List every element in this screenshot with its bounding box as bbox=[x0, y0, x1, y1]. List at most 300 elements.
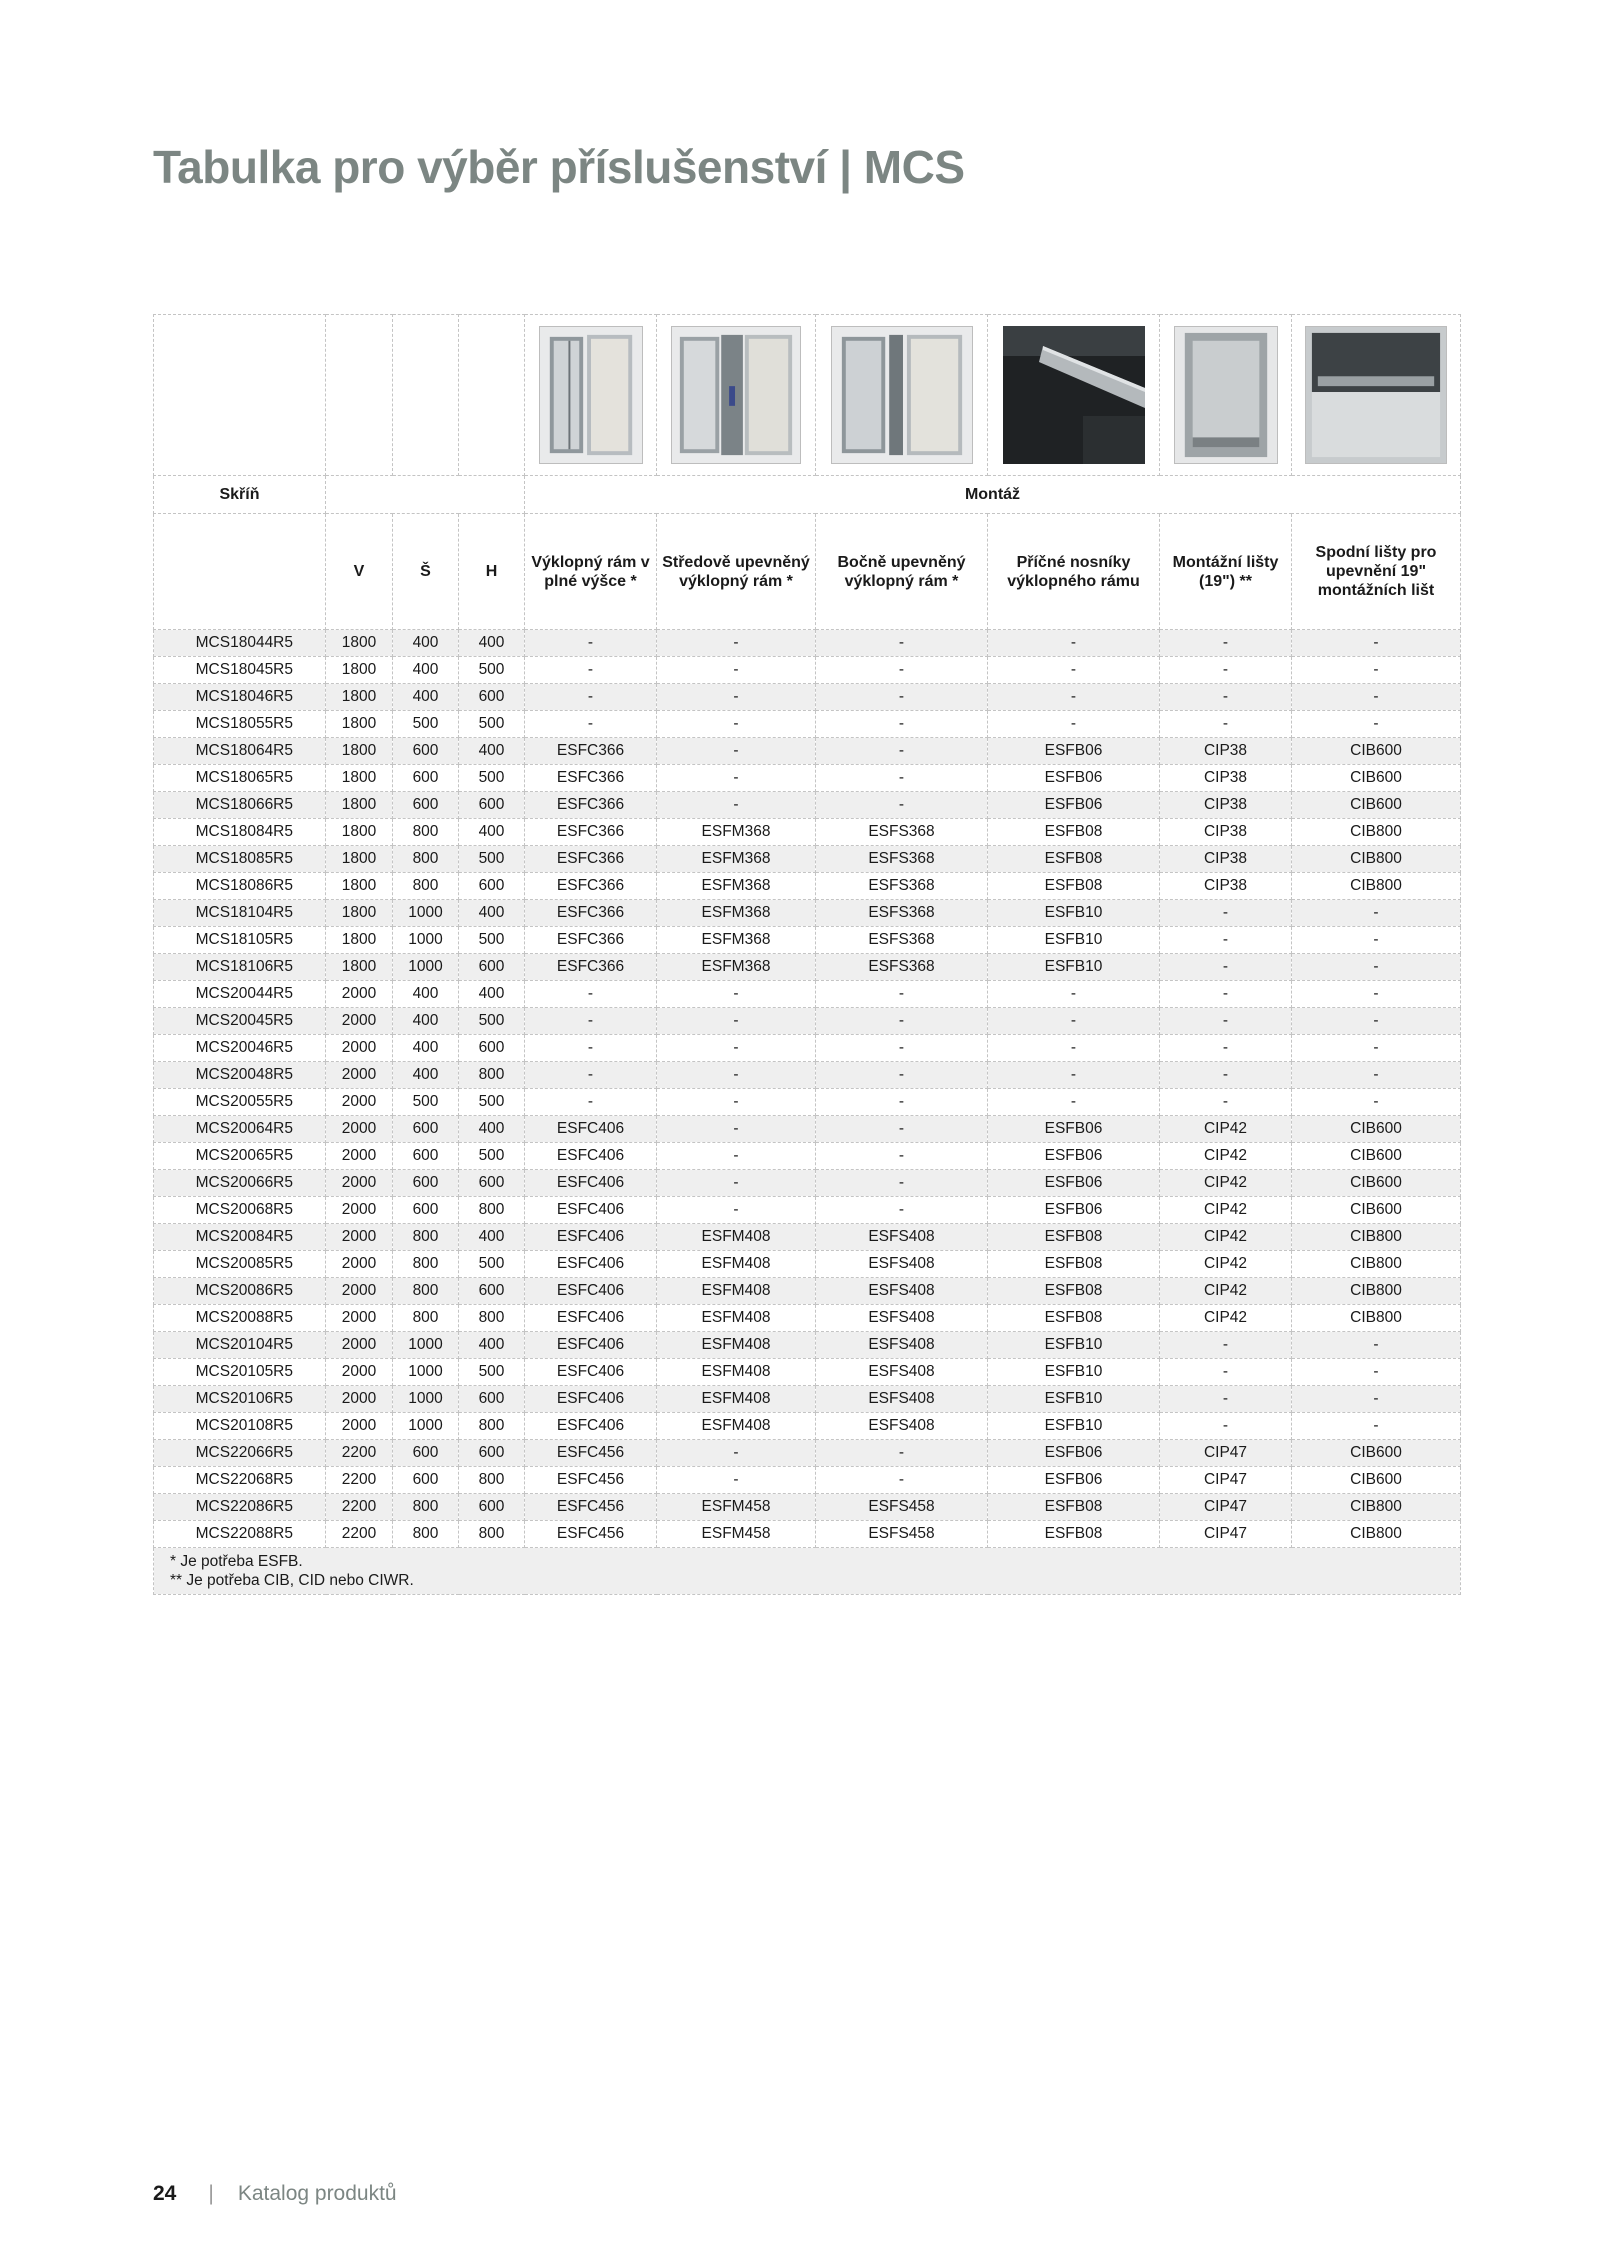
table-cell: 2000 bbox=[326, 1359, 393, 1386]
table-cell: ESFS368 bbox=[816, 819, 988, 846]
table-row bbox=[154, 738, 1461, 765]
table-cell: ESFB06 bbox=[988, 738, 1160, 765]
table-cell: - bbox=[525, 1008, 657, 1035]
table-cell: 2200 bbox=[326, 1494, 393, 1521]
center-mounted-swing-frame-image bbox=[671, 326, 801, 464]
table-row bbox=[154, 1521, 1461, 1548]
table-cell: ESFM458 bbox=[657, 1521, 816, 1548]
table-cell: - bbox=[816, 738, 988, 765]
table-cell: 600 bbox=[459, 684, 525, 711]
table-cell: ESFB10 bbox=[988, 1332, 1160, 1359]
table-cell: CIB800 bbox=[1292, 1494, 1461, 1521]
cabinet-group-label: Skříň bbox=[154, 476, 326, 514]
table-cell: 600 bbox=[459, 1278, 525, 1305]
table-cell: ESFM368 bbox=[657, 954, 816, 981]
table-cell: - bbox=[816, 711, 988, 738]
model-cell: MCS18046R5 bbox=[154, 684, 326, 711]
table-cell: 400 bbox=[459, 630, 525, 657]
table-cell: CIB600 bbox=[1292, 1197, 1461, 1224]
table-cell: ESFC456 bbox=[525, 1521, 657, 1548]
table-cell: ESFB08 bbox=[988, 1521, 1160, 1548]
table-cell: 500 bbox=[459, 927, 525, 954]
model-cell: MCS20088R5 bbox=[154, 1305, 326, 1332]
table-cell: - bbox=[1292, 954, 1461, 981]
table-row bbox=[154, 1386, 1461, 1413]
table-cell: - bbox=[988, 657, 1160, 684]
col-full-height-swing-frame: Výklopný rám v plné výšce * bbox=[525, 514, 657, 630]
table-cell: ESFM408 bbox=[657, 1413, 816, 1440]
table-row bbox=[154, 1359, 1461, 1386]
col-v: V bbox=[326, 514, 393, 630]
table-cell: ESFC406 bbox=[525, 1332, 657, 1359]
table-cell: 1000 bbox=[393, 1359, 459, 1386]
table-cell: CIB800 bbox=[1292, 819, 1461, 846]
footnotes-row bbox=[154, 1548, 1461, 1595]
table-cell: 1800 bbox=[326, 927, 393, 954]
table-cell: CIB800 bbox=[1292, 1521, 1461, 1548]
table-cell: ESFC366 bbox=[525, 900, 657, 927]
footer-text: Katalog produktů bbox=[237, 2182, 397, 2205]
table-cell: 500 bbox=[459, 1089, 525, 1116]
table-cell: - bbox=[988, 711, 1160, 738]
table-cell: - bbox=[1160, 1386, 1292, 1413]
table-cell: 2000 bbox=[326, 1413, 393, 1440]
table-cell: - bbox=[525, 1062, 657, 1089]
table-cell: CIP42 bbox=[1160, 1197, 1292, 1224]
table-cell: ESFB08 bbox=[988, 1494, 1160, 1521]
table-cell: ESFM408 bbox=[657, 1386, 816, 1413]
col-mounting-rails: Montážní lišty (19") ** bbox=[1160, 514, 1292, 630]
table-cell: - bbox=[816, 1440, 988, 1467]
table-row bbox=[154, 1440, 1461, 1467]
col-crossbeams: Příčné nosníky výklopného rámu bbox=[988, 514, 1160, 630]
table-row bbox=[154, 927, 1461, 954]
col-side-mounted-swing-frame: Bočně upevněný výklopný rám * bbox=[816, 514, 988, 630]
table-cell: 1800 bbox=[326, 792, 393, 819]
table-cell: ESFC366 bbox=[525, 765, 657, 792]
table-cell: 400 bbox=[459, 981, 525, 1008]
table-cell: - bbox=[1292, 1008, 1461, 1035]
table-cell: - bbox=[657, 738, 816, 765]
table-cell: - bbox=[1160, 711, 1292, 738]
table-cell: 800 bbox=[459, 1521, 525, 1548]
table-cell: CIP42 bbox=[1160, 1305, 1292, 1332]
table-cell: - bbox=[1292, 1035, 1461, 1062]
table-row bbox=[154, 1224, 1461, 1251]
table-cell: 500 bbox=[459, 765, 525, 792]
table-cell: ESFB06 bbox=[988, 765, 1160, 792]
table-row bbox=[154, 1143, 1461, 1170]
table-cell: - bbox=[1292, 657, 1461, 684]
table-cell: CIP38 bbox=[1160, 792, 1292, 819]
table-cell: ESFB10 bbox=[988, 1359, 1160, 1386]
table-cell: - bbox=[816, 1467, 988, 1494]
table-cell: - bbox=[1160, 981, 1292, 1008]
table-cell: CIP47 bbox=[1160, 1521, 1292, 1548]
table-cell: CIP42 bbox=[1160, 1116, 1292, 1143]
table-cell: ESFM368 bbox=[657, 927, 816, 954]
table-cell: CIB600 bbox=[1292, 765, 1461, 792]
table-cell: 800 bbox=[459, 1305, 525, 1332]
model-cell: MCS20066R5 bbox=[154, 1170, 326, 1197]
table-cell: ESFC406 bbox=[525, 1386, 657, 1413]
table-cell: - bbox=[816, 684, 988, 711]
table-cell: ESFB10 bbox=[988, 900, 1160, 927]
table-cell: 1000 bbox=[393, 1413, 459, 1440]
table-cell: CIB800 bbox=[1292, 846, 1461, 873]
table-cell: ESFS368 bbox=[816, 954, 988, 981]
table-cell: CIB600 bbox=[1292, 738, 1461, 765]
table-cell: - bbox=[1160, 1359, 1292, 1386]
model-cell: MCS20086R5 bbox=[154, 1278, 326, 1305]
table-cell: ESFB08 bbox=[988, 1305, 1160, 1332]
table-cell: - bbox=[657, 1467, 816, 1494]
bottom-rail-image bbox=[1305, 326, 1447, 464]
table-cell: - bbox=[1160, 927, 1292, 954]
table-row bbox=[154, 1494, 1461, 1521]
table-cell: 600 bbox=[459, 1494, 525, 1521]
table-cell: ESFC456 bbox=[525, 1494, 657, 1521]
table-cell: ESFC366 bbox=[525, 846, 657, 873]
model-cell: MCS18045R5 bbox=[154, 657, 326, 684]
table-cell: 600 bbox=[459, 1035, 525, 1062]
table-cell: 600 bbox=[459, 1440, 525, 1467]
table-cell: 500 bbox=[459, 846, 525, 873]
table-cell: - bbox=[816, 1008, 988, 1035]
table-cell: 800 bbox=[393, 1305, 459, 1332]
table-cell: 800 bbox=[393, 1521, 459, 1548]
table-cell: - bbox=[988, 630, 1160, 657]
table-cell: - bbox=[1160, 1062, 1292, 1089]
table-cell: - bbox=[1292, 900, 1461, 927]
table-cell: ESFM368 bbox=[657, 900, 816, 927]
table-cell: 2000 bbox=[326, 1062, 393, 1089]
table-cell: - bbox=[525, 630, 657, 657]
table-cell: - bbox=[816, 657, 988, 684]
table-cell: 2000 bbox=[326, 1251, 393, 1278]
table-cell: - bbox=[1160, 954, 1292, 981]
table-cell: ESFB10 bbox=[988, 954, 1160, 981]
table-cell: 1000 bbox=[393, 1332, 459, 1359]
table-cell: CIB600 bbox=[1292, 1170, 1461, 1197]
table-cell: CIB600 bbox=[1292, 1116, 1461, 1143]
table-cell: CIP47 bbox=[1160, 1440, 1292, 1467]
table-row bbox=[154, 684, 1461, 711]
table-cell: ESFM408 bbox=[657, 1305, 816, 1332]
table-cell: 400 bbox=[393, 657, 459, 684]
table-cell: - bbox=[1292, 981, 1461, 1008]
table-cell: ESFC366 bbox=[525, 792, 657, 819]
col-center-mounted-swing-frame: Středově upevněný výklopný rám * bbox=[657, 514, 816, 630]
table-cell: 2000 bbox=[326, 1008, 393, 1035]
table-cell: - bbox=[816, 1143, 988, 1170]
table-cell: ESFS368 bbox=[816, 900, 988, 927]
table-cell: 400 bbox=[393, 684, 459, 711]
table-cell: CIP42 bbox=[1160, 1170, 1292, 1197]
model-cell: MCS20055R5 bbox=[154, 1089, 326, 1116]
table-cell: 2000 bbox=[326, 1089, 393, 1116]
col-s: Š bbox=[393, 514, 459, 630]
table-cell: 2000 bbox=[326, 1332, 393, 1359]
table-cell: 800 bbox=[459, 1062, 525, 1089]
table-cell: CIP42 bbox=[1160, 1278, 1292, 1305]
table-cell: - bbox=[1292, 1089, 1461, 1116]
table-cell: - bbox=[988, 1062, 1160, 1089]
table-row bbox=[154, 819, 1461, 846]
table-cell: - bbox=[657, 657, 816, 684]
model-cell: MCS20108R5 bbox=[154, 1413, 326, 1440]
table-cell: 800 bbox=[459, 1413, 525, 1440]
table-cell: - bbox=[525, 711, 657, 738]
col-bottom-rails: Spodní lišty pro upevnění 19" montážních lišt bbox=[1292, 514, 1461, 630]
table-cell: 500 bbox=[459, 1359, 525, 1386]
model-cell: MCS20064R5 bbox=[154, 1116, 326, 1143]
table-cell: - bbox=[816, 1197, 988, 1224]
table-row bbox=[154, 1008, 1461, 1035]
footnote: * Je potřeba ESFB. bbox=[170, 1553, 303, 1570]
table-cell: - bbox=[657, 630, 816, 657]
table-cell: 500 bbox=[459, 711, 525, 738]
model-cell: MCS20046R5 bbox=[154, 1035, 326, 1062]
table-cell: ESFC406 bbox=[525, 1413, 657, 1440]
table-cell: 1800 bbox=[326, 738, 393, 765]
table-cell: - bbox=[1292, 711, 1461, 738]
table-cell: 1800 bbox=[326, 711, 393, 738]
table-cell: CIB800 bbox=[1292, 873, 1461, 900]
table-cell: ESFS368 bbox=[816, 846, 988, 873]
table-cell: 2000 bbox=[326, 1224, 393, 1251]
table-cell: - bbox=[657, 1197, 816, 1224]
table-cell: CIB600 bbox=[1292, 1440, 1461, 1467]
table-cell: ESFM408 bbox=[657, 1224, 816, 1251]
table-cell: - bbox=[657, 1143, 816, 1170]
table-row bbox=[154, 1251, 1461, 1278]
table-cell: - bbox=[988, 981, 1160, 1008]
table-row bbox=[154, 1278, 1461, 1305]
table-cell: ESFC406 bbox=[525, 1251, 657, 1278]
footer-divider: | bbox=[208, 2182, 214, 2205]
table-cell: - bbox=[1292, 1413, 1461, 1440]
table-cell: - bbox=[1160, 1332, 1292, 1359]
table-cell: ESFS458 bbox=[816, 1494, 988, 1521]
table-cell: - bbox=[525, 657, 657, 684]
table-cell: - bbox=[816, 1089, 988, 1116]
table-cell: ESFB10 bbox=[988, 1386, 1160, 1413]
table-cell: - bbox=[657, 1440, 816, 1467]
table-cell: - bbox=[657, 765, 816, 792]
table-cell: 1800 bbox=[326, 900, 393, 927]
table-cell: - bbox=[657, 1116, 816, 1143]
full-height-swing-frame-image bbox=[539, 326, 643, 464]
table-cell: 1000 bbox=[393, 1386, 459, 1413]
table-cell: - bbox=[816, 1035, 988, 1062]
table-cell: ESFM408 bbox=[657, 1332, 816, 1359]
table-cell: ESFB06 bbox=[988, 1116, 1160, 1143]
table-cell: CIB800 bbox=[1292, 1224, 1461, 1251]
table-cell: ESFM368 bbox=[657, 873, 816, 900]
table-cell: 2000 bbox=[326, 1143, 393, 1170]
table-row bbox=[154, 954, 1461, 981]
table-cell: CIP38 bbox=[1160, 846, 1292, 873]
table-cell: ESFB06 bbox=[988, 792, 1160, 819]
table-cell: - bbox=[988, 684, 1160, 711]
table-cell: ESFC406 bbox=[525, 1224, 657, 1251]
table-cell: - bbox=[657, 1062, 816, 1089]
table-cell: 600 bbox=[393, 1143, 459, 1170]
table-cell: 2200 bbox=[326, 1521, 393, 1548]
table-cell: ESFB08 bbox=[988, 1224, 1160, 1251]
table-row bbox=[154, 1305, 1461, 1332]
table-cell: ESFC366 bbox=[525, 873, 657, 900]
model-cell: MCS20044R5 bbox=[154, 981, 326, 1008]
table-cell: ESFM408 bbox=[657, 1251, 816, 1278]
table-cell: ESFB06 bbox=[988, 1467, 1160, 1494]
table-row bbox=[154, 711, 1461, 738]
table-cell: - bbox=[816, 1170, 988, 1197]
table-cell: - bbox=[816, 792, 988, 819]
table-cell: ESFS408 bbox=[816, 1224, 988, 1251]
table-cell: 800 bbox=[393, 873, 459, 900]
table-cell: 1800 bbox=[326, 684, 393, 711]
model-cell: MCS20104R5 bbox=[154, 1332, 326, 1359]
table-cell: 600 bbox=[393, 738, 459, 765]
table-row bbox=[154, 1035, 1461, 1062]
table-row bbox=[154, 765, 1461, 792]
table-row bbox=[154, 846, 1461, 873]
table-cell: 500 bbox=[393, 1089, 459, 1116]
table-cell: - bbox=[525, 1035, 657, 1062]
table-cell: - bbox=[1292, 1332, 1461, 1359]
table-cell: ESFB06 bbox=[988, 1440, 1160, 1467]
model-cell: MCS20105R5 bbox=[154, 1359, 326, 1386]
column-header-row bbox=[154, 514, 1461, 630]
table-cell: CIB600 bbox=[1292, 1143, 1461, 1170]
table-cell: ESFC366 bbox=[525, 954, 657, 981]
table-cell: 2000 bbox=[326, 1305, 393, 1332]
table-cell: 600 bbox=[393, 792, 459, 819]
table-cell: 500 bbox=[459, 1143, 525, 1170]
table-cell: 800 bbox=[393, 1494, 459, 1521]
table-row bbox=[154, 1413, 1461, 1440]
table-cell: - bbox=[816, 1062, 988, 1089]
table-cell: ESFS408 bbox=[816, 1332, 988, 1359]
table-cell: 400 bbox=[459, 1116, 525, 1143]
table-cell: ESFB06 bbox=[988, 1143, 1160, 1170]
table-cell: - bbox=[525, 684, 657, 711]
table-cell: - bbox=[1292, 1062, 1461, 1089]
table-cell: ESFM408 bbox=[657, 1278, 816, 1305]
table-cell: ESFB06 bbox=[988, 1170, 1160, 1197]
model-cell: MCS18105R5 bbox=[154, 927, 326, 954]
table-cell: - bbox=[1292, 1386, 1461, 1413]
table-cell: 400 bbox=[393, 1008, 459, 1035]
table-cell: - bbox=[525, 981, 657, 1008]
table-cell: 2000 bbox=[326, 1386, 393, 1413]
side-mounted-swing-frame-image bbox=[831, 326, 973, 464]
table-cell: 600 bbox=[459, 792, 525, 819]
table-row bbox=[154, 792, 1461, 819]
table-cell: ESFS458 bbox=[816, 1521, 988, 1548]
table-cell: - bbox=[816, 981, 988, 1008]
model-cell: MCS20065R5 bbox=[154, 1143, 326, 1170]
table-cell: ESFS408 bbox=[816, 1251, 988, 1278]
table-cell: - bbox=[657, 1008, 816, 1035]
swing-frame-crossbeam-image bbox=[1003, 326, 1145, 464]
page-footer bbox=[153, 2182, 397, 2206]
table-cell: 600 bbox=[459, 1386, 525, 1413]
table-cell: ESFC406 bbox=[525, 1305, 657, 1332]
table-cell: CIP38 bbox=[1160, 873, 1292, 900]
table-cell: ESFC406 bbox=[525, 1143, 657, 1170]
table-cell: ESFB08 bbox=[988, 819, 1160, 846]
model-cell: MCS18066R5 bbox=[154, 792, 326, 819]
group-header-row bbox=[154, 476, 1461, 514]
table-cell: - bbox=[1160, 1035, 1292, 1062]
table-row bbox=[154, 1332, 1461, 1359]
table-cell: CIB800 bbox=[1292, 1305, 1461, 1332]
table-cell: 400 bbox=[393, 1035, 459, 1062]
table-cell: CIP42 bbox=[1160, 1251, 1292, 1278]
table-cell: 1800 bbox=[326, 846, 393, 873]
page-title: Tabulka pro výběr příslušenství | MCS bbox=[153, 141, 965, 193]
table-cell: ESFM458 bbox=[657, 1494, 816, 1521]
table-cell: 800 bbox=[393, 819, 459, 846]
table-cell: 500 bbox=[393, 711, 459, 738]
model-cell: MCS20045R5 bbox=[154, 1008, 326, 1035]
table-cell: - bbox=[1160, 684, 1292, 711]
model-cell: MCS18085R5 bbox=[154, 846, 326, 873]
table-cell: - bbox=[657, 1170, 816, 1197]
table-body bbox=[154, 630, 1461, 1548]
table-cell: 2200 bbox=[326, 1467, 393, 1494]
table-cell: 500 bbox=[459, 657, 525, 684]
table-cell: ESFC366 bbox=[525, 738, 657, 765]
model-cell: MCS22088R5 bbox=[154, 1521, 326, 1548]
table-cell: 1800 bbox=[326, 765, 393, 792]
model-cell: MCS20068R5 bbox=[154, 1197, 326, 1224]
table-cell: 1800 bbox=[326, 819, 393, 846]
table-cell: ESFB10 bbox=[988, 927, 1160, 954]
table-cell: 600 bbox=[459, 873, 525, 900]
table-cell: - bbox=[988, 1089, 1160, 1116]
model-cell: MCS20048R5 bbox=[154, 1062, 326, 1089]
table-cell: ESFM368 bbox=[657, 846, 816, 873]
table-cell: - bbox=[1160, 1008, 1292, 1035]
table-cell: ESFS408 bbox=[816, 1278, 988, 1305]
table-cell: ESFB08 bbox=[988, 1251, 1160, 1278]
table-cell: 1800 bbox=[326, 657, 393, 684]
table-cell: 1800 bbox=[326, 954, 393, 981]
accessory-selection-table bbox=[153, 314, 1461, 1595]
table-cell: 1000 bbox=[393, 927, 459, 954]
table-cell: ESFB08 bbox=[988, 846, 1160, 873]
table-cell: ESFC456 bbox=[525, 1467, 657, 1494]
table-cell: 400 bbox=[459, 900, 525, 927]
table-cell: - bbox=[1160, 657, 1292, 684]
table-cell: ESFB06 bbox=[988, 1197, 1160, 1224]
table-cell: 1800 bbox=[326, 873, 393, 900]
table-cell: ESFB08 bbox=[988, 873, 1160, 900]
table-cell: 2000 bbox=[326, 1116, 393, 1143]
table-cell: 400 bbox=[459, 1224, 525, 1251]
table-cell: 800 bbox=[459, 1467, 525, 1494]
table-cell: 600 bbox=[393, 1440, 459, 1467]
model-cell: MCS18106R5 bbox=[154, 954, 326, 981]
table-cell: - bbox=[1292, 927, 1461, 954]
table-row bbox=[154, 1467, 1461, 1494]
table-cell: ESFC406 bbox=[525, 1170, 657, 1197]
table-cell: 600 bbox=[393, 1467, 459, 1494]
